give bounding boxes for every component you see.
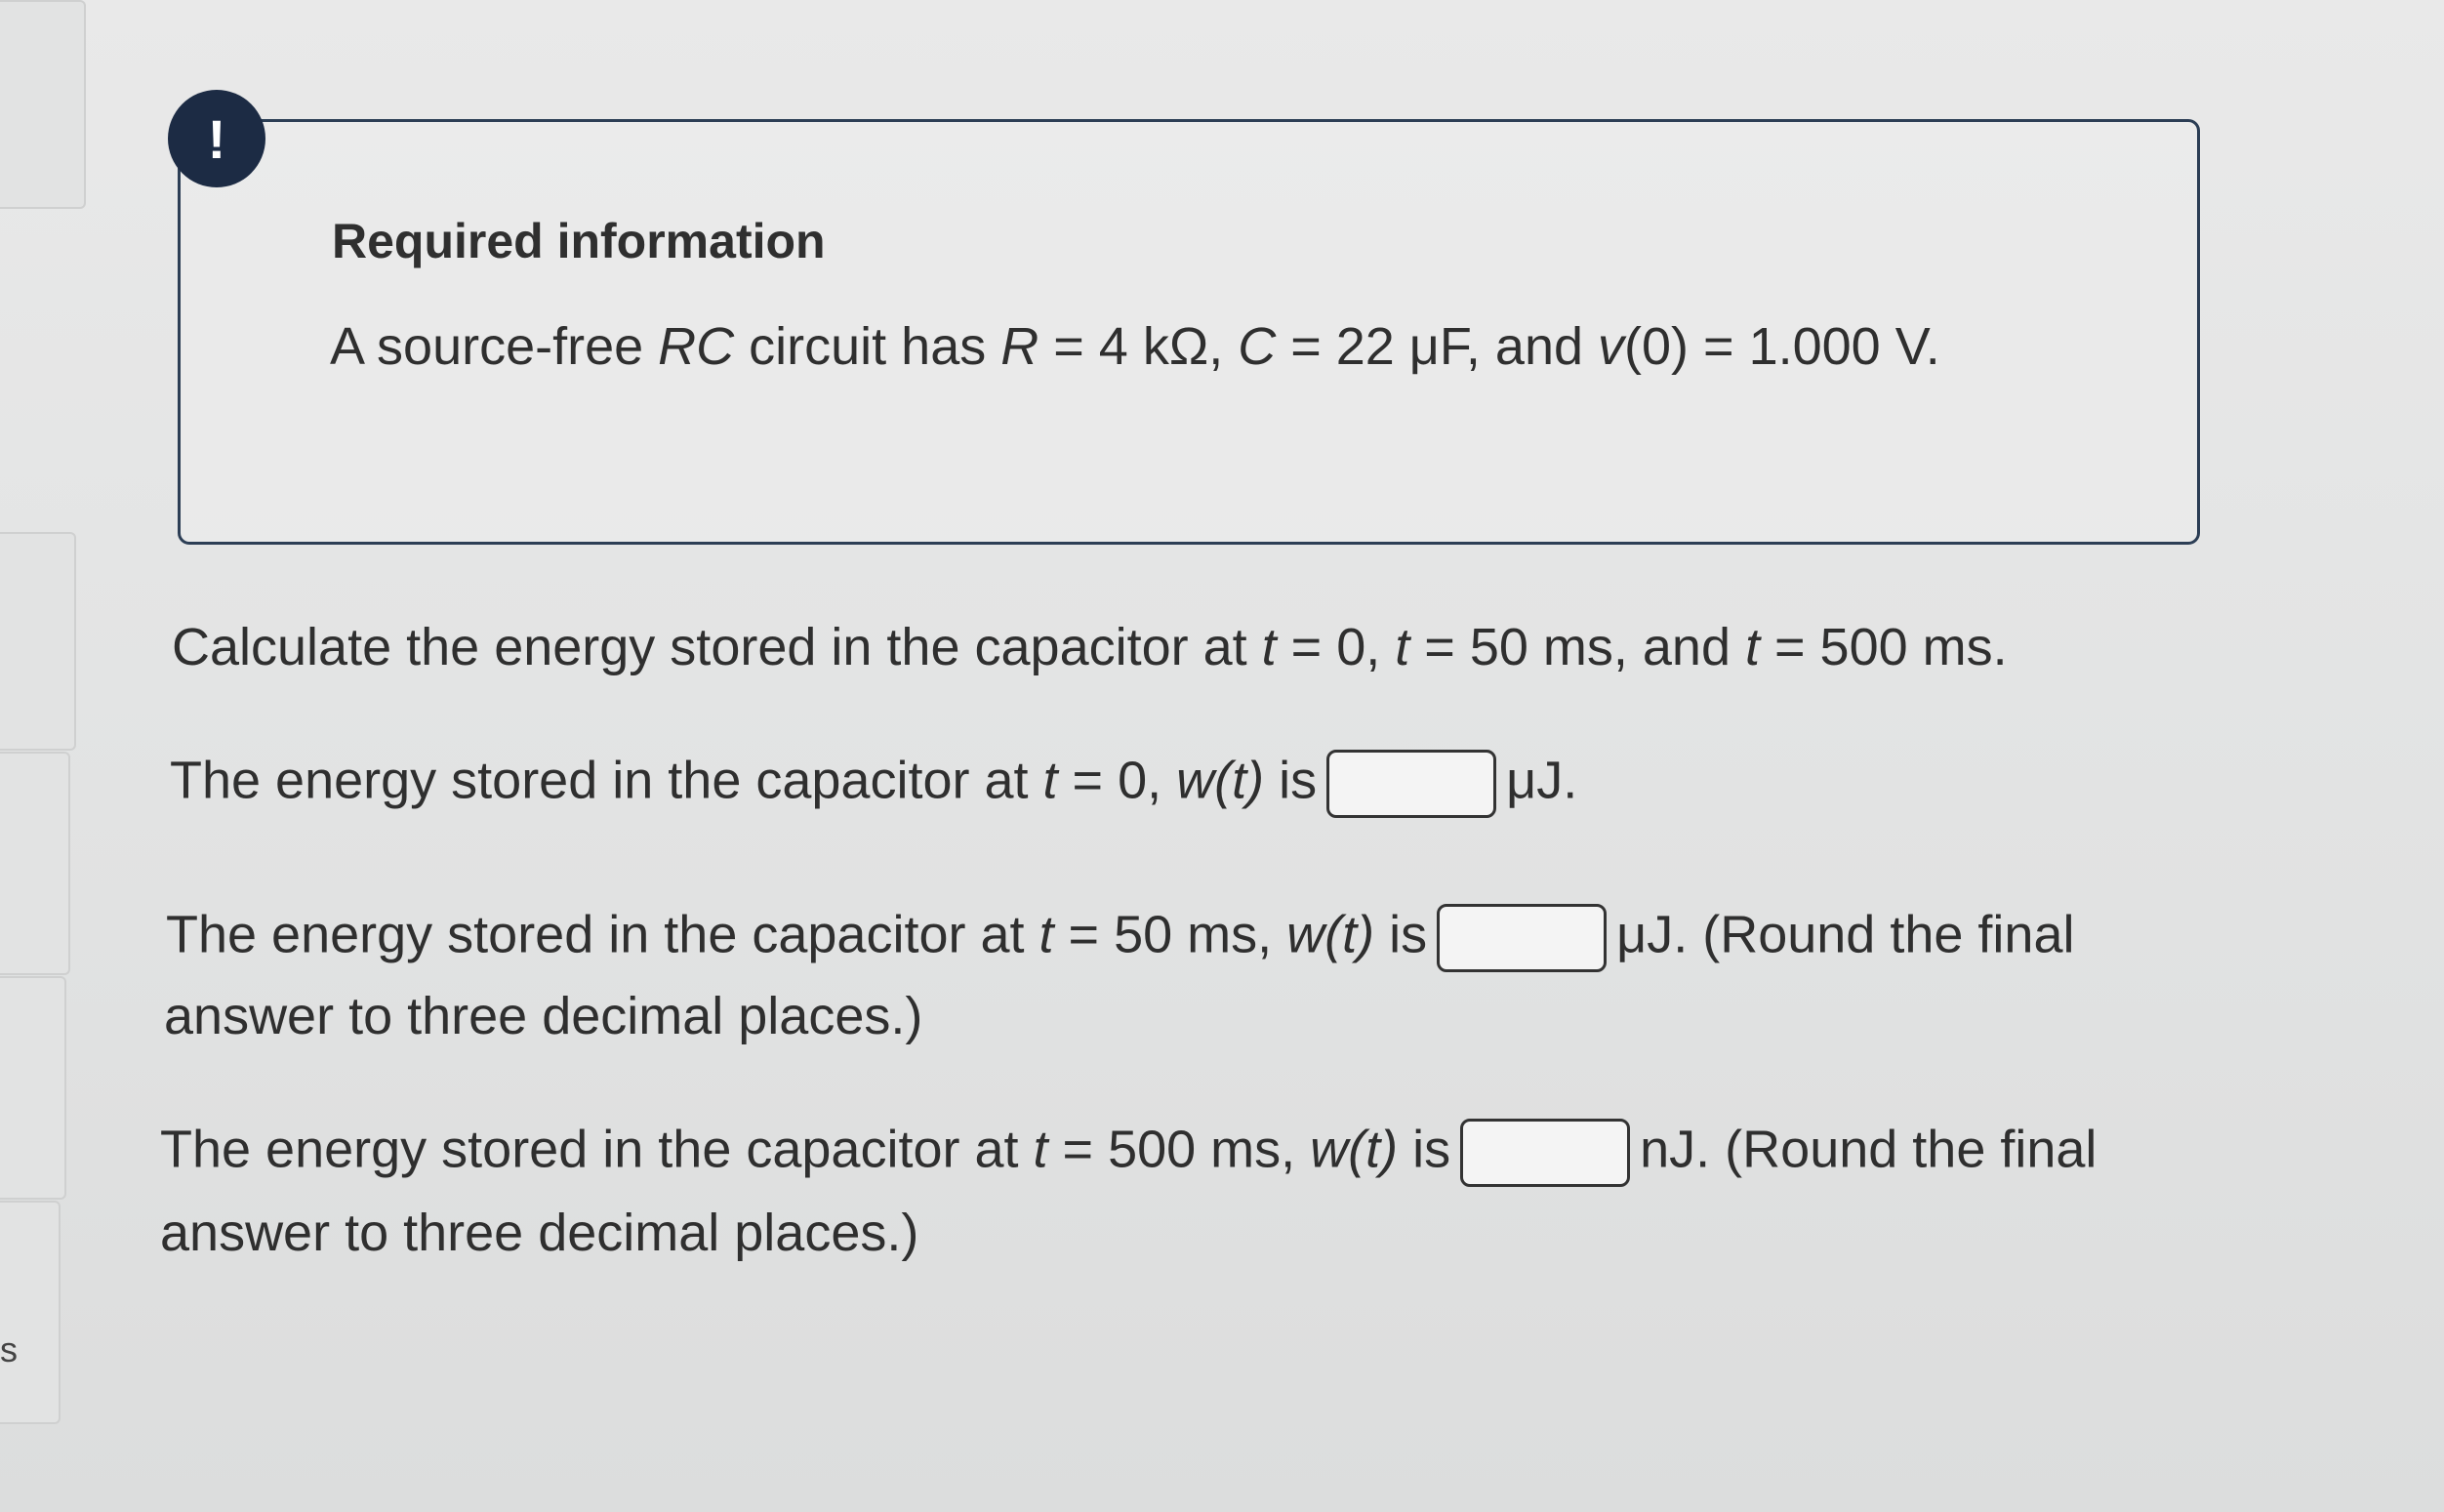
question-text-part: = 50 ms,: [1053, 905, 1287, 964]
energy-symbol: w(t): [1286, 905, 1375, 964]
answer-input-t50ms[interactable]: [1437, 904, 1607, 972]
question-3: [160, 1119, 2097, 1187]
left-panel-segment: [0, 532, 76, 751]
time-symbol: t: [1042, 751, 1058, 810]
prompt-text-part: Calculate the energy stored in the capacitor at: [172, 618, 1262, 676]
question-2-rounding-note: answer to three decimal places.): [164, 987, 923, 1045]
voltage-symbol: v: [1598, 317, 1625, 376]
alert-icon: !: [168, 90, 265, 187]
question-text-part: The energy stored in the capacitor at: [166, 905, 1039, 964]
time-symbol: t: [1039, 905, 1054, 964]
energy-symbol: w(t): [1176, 751, 1265, 810]
left-edge-label: s: [0, 1329, 18, 1369]
capacitance-value: = 22 μF, and: [1276, 317, 1599, 376]
time-symbol: t: [1033, 1120, 1048, 1179]
capacitance-symbol: C: [1238, 317, 1277, 376]
left-panel-strip: [0, 0, 88, 1425]
time-symbol: t: [1744, 618, 1760, 676]
given-values-text: [330, 316, 1940, 377]
time-symbol: t: [1261, 618, 1277, 676]
left-panel-segment: [0, 976, 66, 1200]
initial-voltage-value: (0) = 1.000 V.: [1624, 317, 1940, 376]
question-prompt: [172, 617, 2008, 677]
question-text-part: = 0,: [1057, 751, 1177, 810]
question-2: [166, 904, 2074, 972]
prompt-text-part: = 50 ms, and: [1409, 618, 1745, 676]
left-panel-segment: [0, 752, 70, 975]
question-3-rounding-note: answer to three decimal places.): [160, 1204, 919, 1262]
given-text-part: A source-free: [330, 317, 659, 376]
left-panel-segment: [0, 1201, 61, 1424]
unit-label: nJ. (Round the final: [1640, 1120, 2098, 1179]
question-text-part: is: [1264, 751, 1318, 810]
prompt-text-part: = 0,: [1276, 618, 1396, 676]
required-info-title: Required information: [332, 214, 826, 268]
unit-label: μJ. (Round the final: [1616, 905, 2075, 964]
resistance-symbol: R: [1000, 317, 1039, 376]
energy-symbol: w(t): [1310, 1120, 1399, 1179]
given-rc-symbol: RC: [658, 317, 735, 376]
question-text-part: = 500 ms,: [1047, 1120, 1311, 1179]
question-1: [170, 750, 1577, 818]
answer-input-t0[interactable]: [1326, 750, 1496, 818]
question-text-part: is: [1374, 905, 1428, 964]
question-text-part: The energy stored in the capacitor at: [160, 1120, 1034, 1179]
left-panel-segment: [0, 0, 86, 209]
given-text-part: circuit has: [734, 317, 1001, 376]
question-text-part: The energy stored in the capacitor at: [170, 751, 1043, 810]
question-text-part: is: [1398, 1120, 1451, 1179]
answer-input-t500ms[interactable]: [1460, 1119, 1630, 1187]
time-symbol: t: [1395, 618, 1410, 676]
unit-label: μJ.: [1506, 751, 1578, 810]
resistance-value: = 4 kΩ,: [1039, 317, 1239, 376]
prompt-text-part: = 500 ms.: [1760, 618, 2008, 676]
